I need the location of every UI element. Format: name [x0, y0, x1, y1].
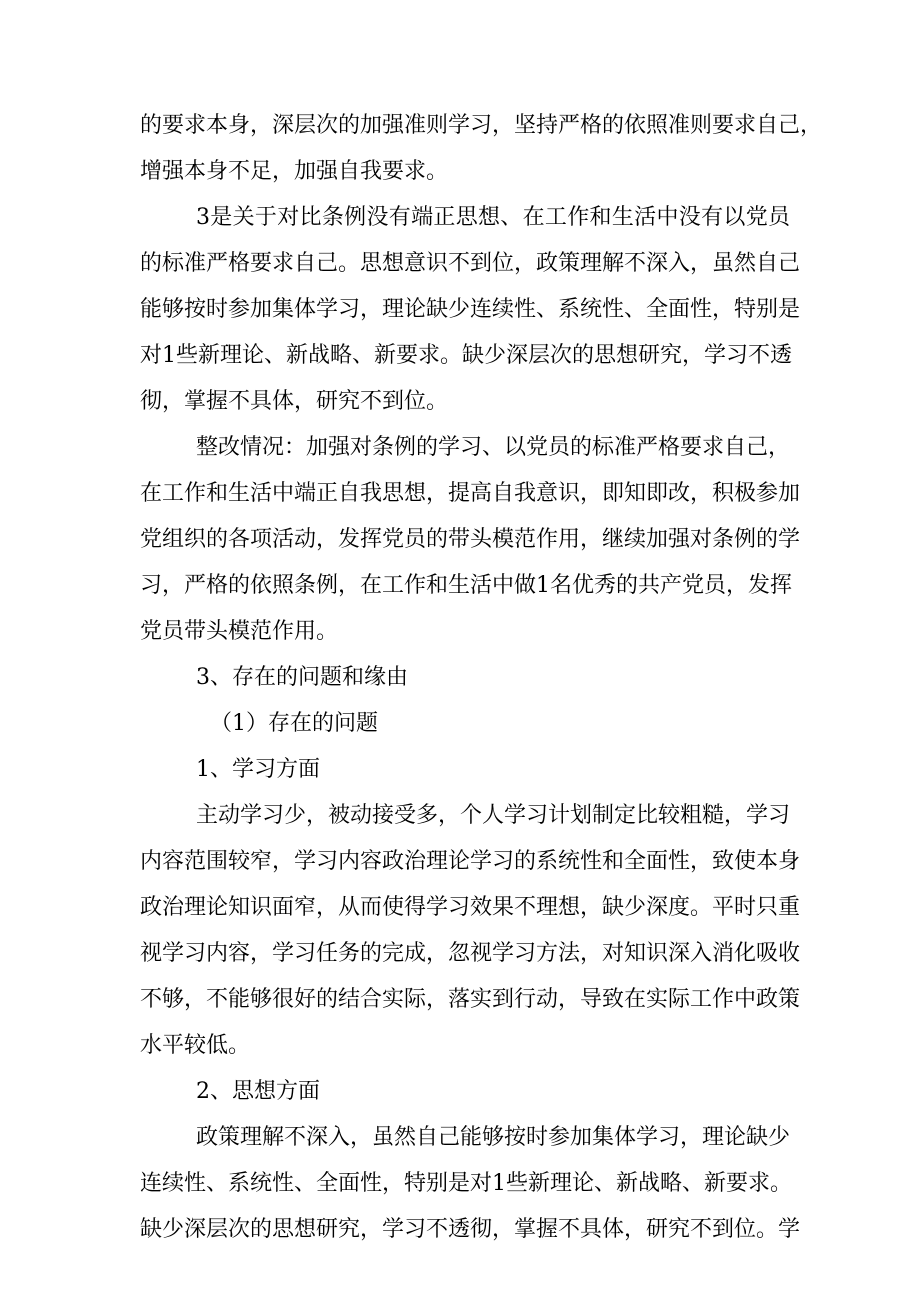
text-line: 的要求本身，深层次的加强准则学习，坚持严格的依照准则要求自己，: [140, 113, 823, 138]
item-heading: 1、学习方面: [196, 757, 320, 782]
text-line: 的标准严格要求自己。思想意识不到位，政策理解不深入，虽然自己: [140, 251, 801, 276]
text-line: 在工作和生活中端正自我思想，提高自我意识，即知即改，积极参加: [140, 481, 801, 506]
text-line: 政治理论知识面窄，从而使得学习效果不理想，缺少深度。平时只重: [140, 895, 801, 920]
text-line: 习，严格的依照条例，在工作和生活中做1名优秀的共产党员，发挥: [140, 573, 792, 598]
text-line: 增强本身不足，加强自我要求。: [140, 159, 449, 184]
section-heading: 3、存在的问题和缘由: [196, 665, 408, 690]
text-line: 政策理解不深入，虽然自己能够按时参加集体学习，理论缺少: [196, 1125, 791, 1150]
text-line: 内容范围较窄，学习内容政治理论学习的系统性和全面性，致使本身: [140, 849, 801, 874]
text-line: 党员带头模范作用。: [140, 619, 339, 644]
text-line: 对1些新理论、新战略、新要求。缺少深层次的思想研究，学习不透: [140, 343, 792, 368]
text-line: 不够，不能够很好的结合实际，落实到行动，导致在实际工作中政策: [140, 987, 801, 1012]
text-line: 3是关于对比条例没有端正思想、在工作和生活中没有以党员: [196, 205, 790, 230]
text-line: 连续性、系统性、全面性，特别是对1些新理论、新战略、新要求。: [140, 1171, 792, 1196]
text-line: 能够按时参加集体学习，理论缺少连续性、系统性、全面性，特别是: [140, 297, 801, 322]
text-line: 视学习内容，学习任务的完成，忽视学习方法，对知识深入消化吸收: [140, 941, 801, 966]
text-line: 党组织的各项活动，发挥党员的带头模范作用，继续加强对条例的学: [140, 527, 801, 552]
text-line: 主动学习少，被动接受多，个人学习计划制定比较粗糙，学习: [196, 803, 791, 828]
text-line: 水平较低。: [140, 1033, 251, 1058]
text-line: 彻，掌握不具体，研究不到位。: [140, 389, 449, 414]
item-heading: 2、思想方面: [196, 1079, 320, 1104]
text-line: 整改情况：加强对条例的学习、以党员的标准严格要求自己，: [196, 435, 791, 460]
subsection-heading: （1）存在的问题: [210, 711, 378, 736]
text-line: 缺少深层次的思想研究，学习不透彻，掌握不具体，研究不到位。学: [140, 1217, 801, 1242]
